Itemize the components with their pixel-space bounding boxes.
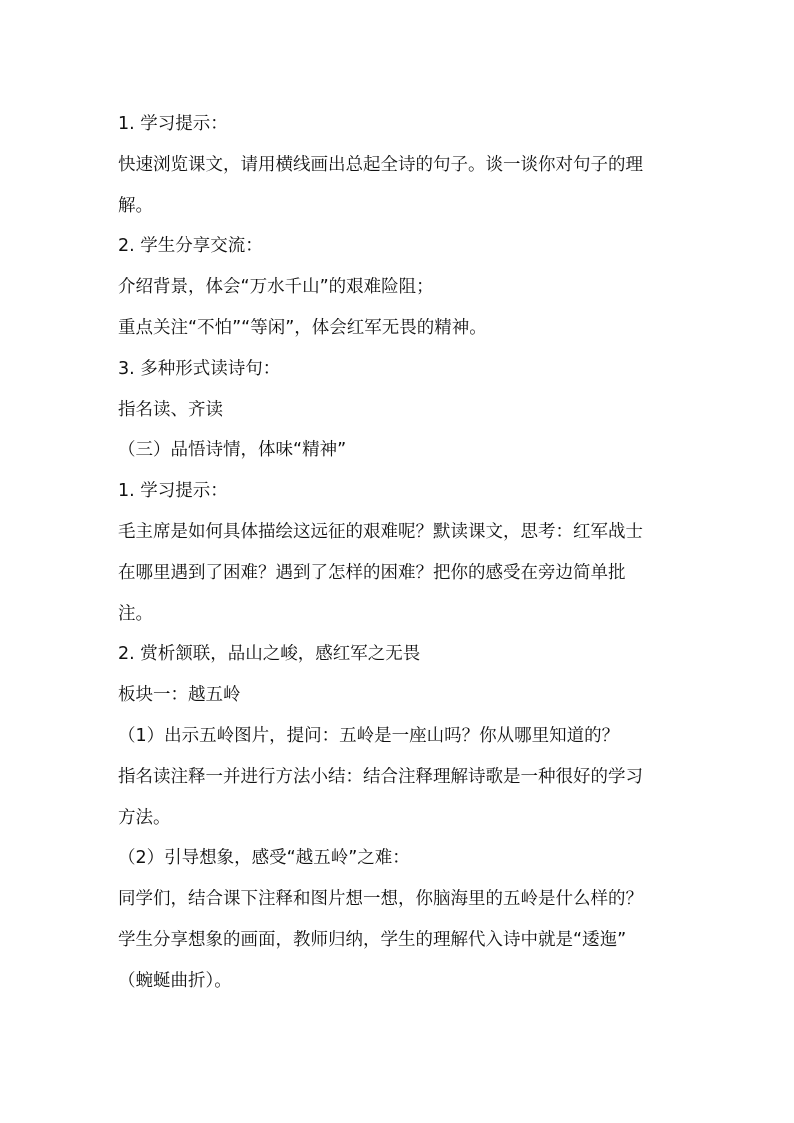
subheading-block-one: 板块一：越五岭 (118, 685, 241, 706)
paragraph-line: 注。 (118, 603, 153, 624)
paragraph-line: 指名读注释一并进行方法小结：结合注释理解诗歌是一种很好的学习 (118, 766, 643, 787)
heading-study-tip-2: 1. 学习提示： (118, 481, 228, 502)
paragraph-line: 在哪里遇到了困难？遇到了怎样的困难？把你的感受在旁边简单批 (118, 562, 626, 583)
paragraph-line: 介绍背景，体会“万水千山”的艰难险阻； (118, 277, 434, 298)
heading-student-share: 2. 学生分享交流： (118, 236, 263, 257)
heading-analysis: 2. 赏析颔联，品山之峻，感红军之无畏 (118, 644, 421, 665)
paragraph-line: 方法。 (118, 807, 171, 828)
heading-study-tip-1: 1. 学习提示： (118, 114, 228, 134)
paragraph-line: （蜿蜒曲折）。 (118, 970, 232, 991)
paragraph-line: 毛主席是如何具体描绘这远征的艰难呢？默读课文，思考：红军战士 (118, 521, 643, 542)
paragraph-line: 解。 (118, 195, 153, 216)
paragraph-line: 指名读、齐读 (118, 399, 223, 420)
paragraph-line: 学生分享想象的画面，教师归纳，学生的理解代入诗中就是“逶迤” (118, 929, 627, 950)
paragraph-line: 重点关注“不怕”“等闲”，体会红军无畏的精神。 (118, 317, 487, 338)
paragraph-line: 快速浏览课文，请用横线画出总起全诗的句子。谈一谈你对句子的理 (118, 154, 643, 175)
paragraph-line: 同学们，结合课下注释和图片想一想，你脑海里的五岭是什么样的？ (118, 889, 643, 910)
section-heading-three: （三）品悟诗情，体味“精神” (118, 440, 347, 461)
heading-reading-forms: 3. 多种形式读诗句： (118, 358, 281, 379)
list-item-2: （2）引导想象，感受“越五岭”之难： (118, 848, 410, 869)
list-item-1: （1）出示五岭图片，提问：五岭是一座山吗？你从哪里知道的？ (118, 725, 620, 746)
document-body (118, 104, 688, 1002)
